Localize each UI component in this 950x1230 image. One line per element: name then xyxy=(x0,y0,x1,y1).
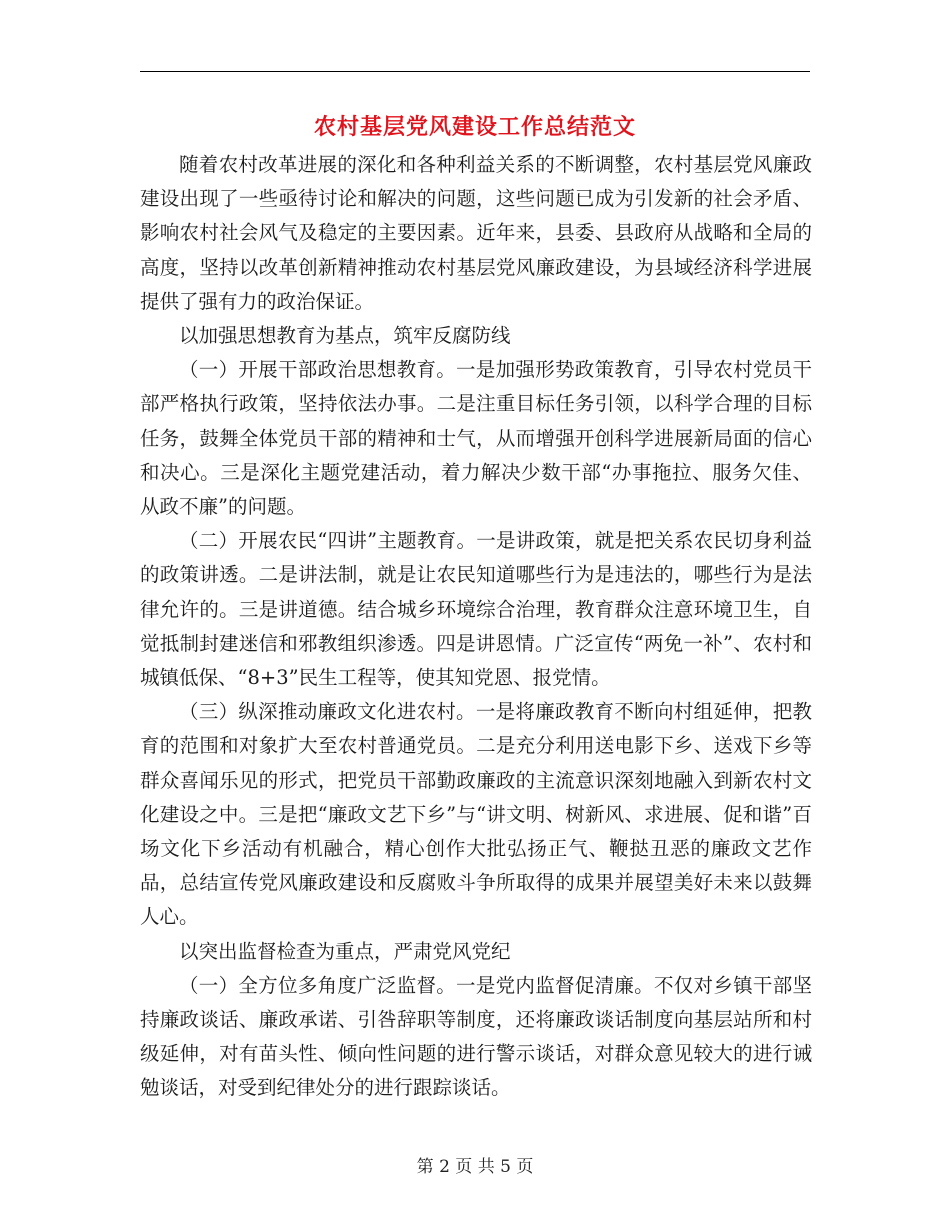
body-paragraph: 随着农村改革进展的深化和各种利益关系的不断调整，农村基层党风廉政建设出现了一些亟待讨论和解决的问题，这些问题已成为引发新的社会矛盾、影响农村社会风气及稳定的主要因素。近年来，县委、县政府从战略和全局的高度，坚持以改革创新精神推动农村基层党风廉政建设，为县域经济科学进展提供了强有力的政治保证。 xyxy=(140,153,812,313)
document-title: 农村基层党风建设工作总结范文 xyxy=(313,114,636,140)
body-paragraph: （一）开展干部政治思想教育。一是加强形势政策教育，引导农村党员干部严格执行政策，坚持依法办事。二是注重目标任务引领，以科学合理的目标任务，鼓舞全体党员干部的精神和士气，从而增强开创科学进展新局面的信心和决心。三是深化主题党建活动，着力解决少数干部“办事拖拉、服务欠佳、从政不廉”的问题。 xyxy=(140,358,812,519)
body-paragraph: （一）全方位多角度广泛监督。一是党内监督促清廉。不仅对乡镇干部坚持廉政谈话、廉政承诺、引咎辞职等制度，还将廉政谈话制度向基层站所和村级延伸，对有苗头性、倾向性问题的进行警示谈话，对群众意见较大的进行诫勉谈话，对受到纪律处分的进行跟踪谈话。 xyxy=(140,973,812,1100)
page-number: 第 2 页 共 5 页 xyxy=(416,1157,534,1177)
body-paragraph: （二）开展农民“四讲”主题教育。一是讲政策，就是把关系农民切身利益的政策讲透。二是讲法制，就是让农民知道哪些行为是违法的，哪些行为是法律允许的。三是讲道德。结合城乡环境综合治理，教育群众注意环境卫生，自觉抵制封建迷信和邪教组织渗透。四是讲恩情。广泛宣传“两免一补”、农村和城镇低保、“8+3”民生工程等，使其知党恩、报党情。 xyxy=(140,529,812,690)
section-heading: 以突出监督检查为重点，严肃党风党纪 xyxy=(179,939,511,963)
body-paragraph: （三）纵深推动廉政文化进农村。一是将廉政教育不断向村组延伸，把教育的范围和对象扩大至农村普通党员。二是充分利用送电影下乡、送戏下乡等群众喜闻乐见的形式，把党员干部勤政廉政的主流意识深刻地融入到新农村文化建设之中。三是把“廉政文艺下乡”与“讲文明、树新风、求进展、促和谐”百场文化下乡活动有机融合，精心创作大批弘扬正气、鞭挞丑恶的廉政文艺作品，总结宣传党风廉政建设和反腐败斗争所取得的成果并展望美好未来以鼓舞人心。 xyxy=(140,700,812,929)
section-heading: 以加强思想教育为基点，筑牢反腐防线 xyxy=(179,324,511,348)
header-rule xyxy=(140,71,810,72)
document-body xyxy=(140,148,812,1106)
